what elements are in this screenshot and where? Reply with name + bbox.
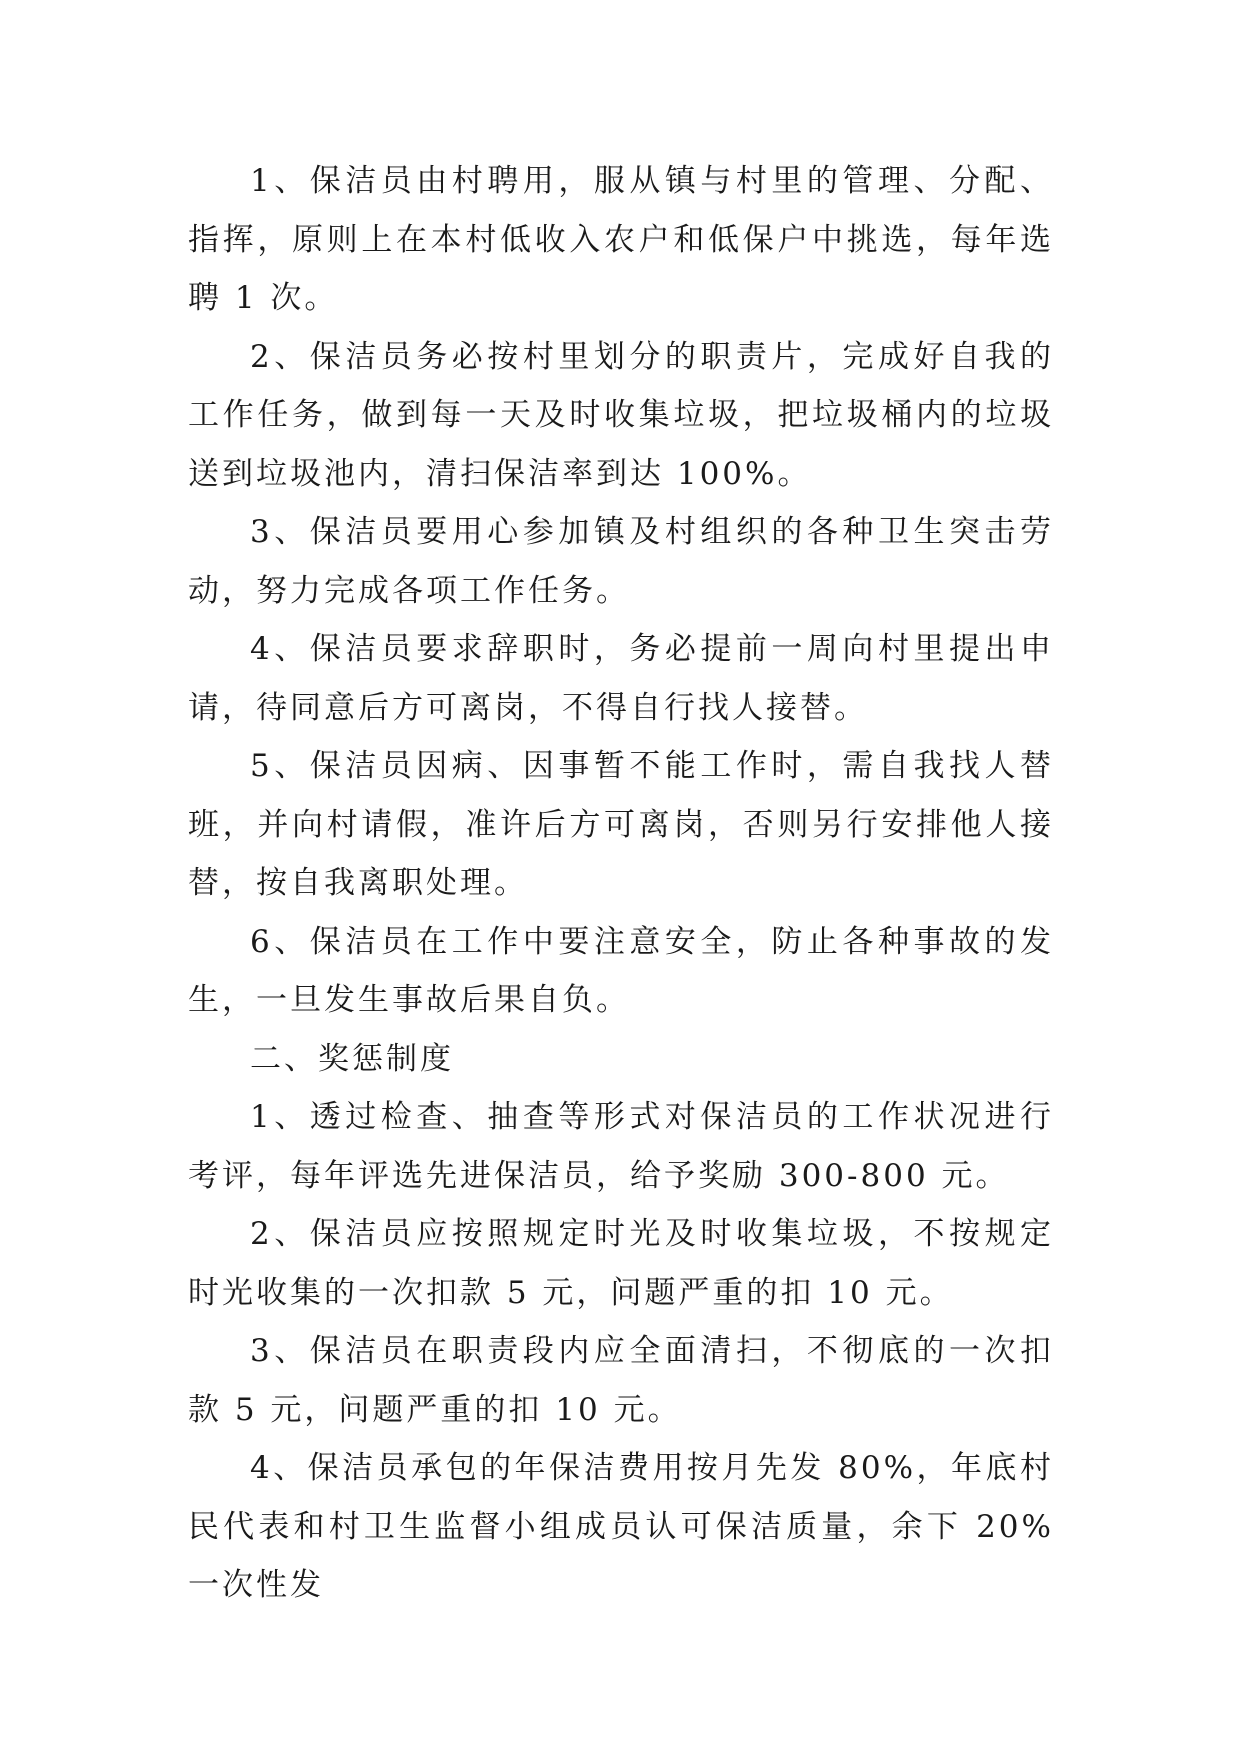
paragraph-reward-1: 1、透过检查、抽查等形式对保洁员的工作状况进行考评，每年评选先进保洁员，给予奖励 300-800 元。 — [188, 1099, 1054, 1194]
paragraph-duty-3: 3、保洁员要用心参加镇及村组织的各种卫生突击劳动，努力完成各项工作任务。 — [188, 514, 1054, 609]
paragraph-reward-2: 2、保洁员应按照规定时光及时收集垃圾，不按规定时光收集的一次扣款 5 元，问题严重的扣 10 元。 — [188, 1216, 1054, 1311]
paragraph-duty-6: 6、保洁员在工作中要注意安全，防止各种事故的发生，一旦发生事故后果自负。 — [188, 923, 1054, 1018]
section-heading-rewards-penalties: 二、奖惩制度 — [250, 1040, 454, 1077]
paragraph-duty-4: 4、保洁员要求辞职时，务必提前一周向村里提出申请，待同意后方可离岗，不得自行找人接替。 — [188, 631, 1054, 726]
document-body — [188, 152, 1054, 1615]
paragraph-reward-4: 4、保洁员承包的年保洁费用按月先发 80%，年底村民代表和村卫生监督小组成员认可保洁质量，余下 20%一次性发 — [188, 1450, 1054, 1603]
paragraph-duty-1: 1、保洁员由村聘用，服从镇与村里的管理、分配、指挥，原则上在本村低收入农户和低保户中挑选，每年选聘 1 次。 — [188, 163, 1054, 316]
paragraph-duty-5: 5、保洁员因病、因事暂不能工作时，需自我找人替班，并向村请假，准许后方可离岗，否则另行安排他人接替，按自我离职处理。 — [188, 748, 1054, 901]
paragraph-reward-3: 3、保洁员在职责段内应全面清扫，不彻底的一次扣款 5 元，问题严重的扣 10 元。 — [188, 1333, 1054, 1428]
paragraph-duty-2: 2、保洁员务必按村里划分的职责片，完成好自我的工作任务，做到每一天及时收集垃圾，把垃圾桶内的垃圾送到垃圾池内，清扫保洁率到达 100%。 — [188, 338, 1054, 492]
